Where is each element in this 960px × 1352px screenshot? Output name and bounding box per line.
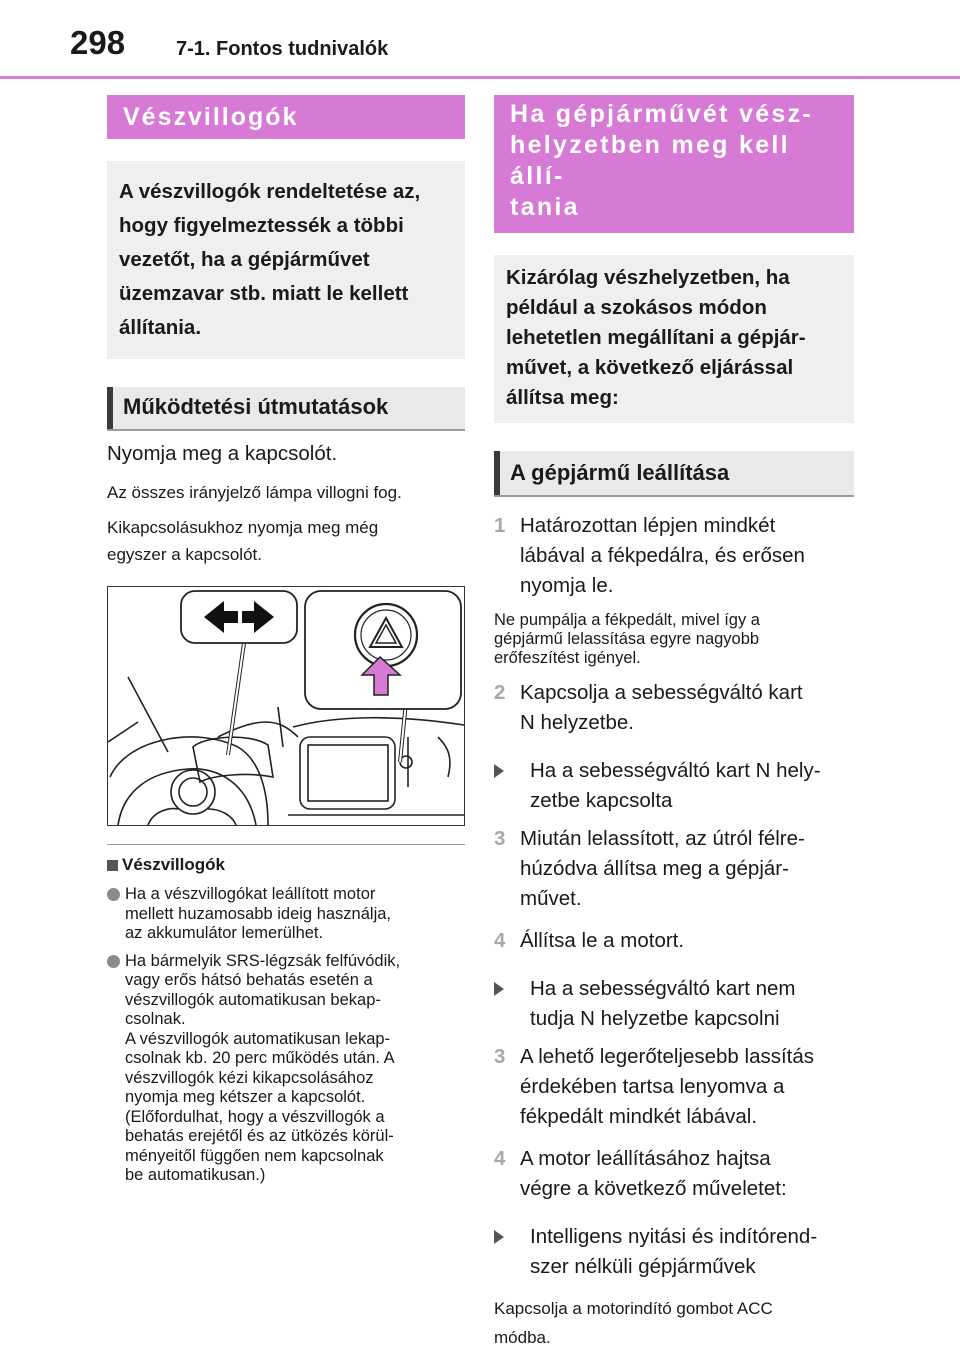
condition-line: Ha a sebességváltó kart N hely- [530, 759, 821, 782]
right-column [494, 95, 854, 1352]
operation-heading-text: Működtetési útmutatások [123, 394, 389, 419]
step-number: 4 [494, 929, 506, 952]
stop-heading-text: A gépjármű leállítása [510, 460, 730, 485]
step-line: Kapcsolja a sebességváltó kart [520, 681, 803, 704]
step-line: fékpedált mindkét lábával. [520, 1105, 758, 1128]
bullet-line: ményeitől függően nem kapcsolnak [125, 1146, 384, 1165]
condition-no-smart-entry [494, 1222, 854, 1282]
chapter-title: 7-1. Fontos tudnivalók [176, 38, 389, 60]
intro-line: üzemzavar stb. miatt le kellett [119, 282, 409, 305]
hazard-switch-illustration [107, 586, 465, 826]
note-bullet-battery [107, 885, 465, 944]
page-number: 298 [70, 24, 126, 61]
intro-line: állítania. [119, 316, 202, 339]
intro-line: például a szokásos módon [506, 296, 767, 319]
step-line: N helyzetbe. [520, 711, 634, 734]
intro-line: Kizárólag vészhelyzetben, ha [506, 266, 790, 289]
left-column [107, 95, 465, 1186]
bullet-line: vagy erős hátsó behatás esetén a [125, 971, 373, 989]
step-line: Határozottan lépjen mindkét [520, 514, 776, 537]
emergency-intro-box [494, 255, 854, 423]
bullet-line: az akkumulátor lemerülhet. [125, 924, 324, 942]
header-rule [0, 76, 960, 79]
square-bullet-icon [107, 860, 118, 871]
final-instruction [494, 1294, 854, 1352]
step-line: Miután lelassított, az útról félre- [520, 827, 805, 850]
step-line: végre a következő műveletet: [520, 1177, 787, 1200]
bullet-dot-icon [107, 888, 120, 901]
bullet-line: (Előfordulhat, hogy a vészvillogók a [125, 1107, 385, 1126]
step-4a [494, 926, 854, 956]
notes-divider [107, 844, 465, 845]
step-3b [494, 1042, 854, 1132]
step-4b [494, 1144, 854, 1204]
step-number: 4 [494, 1147, 506, 1170]
section-banner-hazard: Vészvillogók [107, 95, 465, 139]
heading-bar [494, 451, 500, 495]
bullet-line: be automatikusan.) [125, 1166, 266, 1184]
note-line: Ne pumpálja a fékpedált, mivel így a [494, 611, 760, 629]
step-number: 3 [494, 827, 506, 850]
step-line: érdekében tartsa lenyomva a [520, 1075, 785, 1098]
banner-line: Ha gépjárművét vész- [510, 100, 814, 128]
step-line: Állítsa le a motort. [520, 929, 685, 952]
final-line: módba. [494, 1328, 551, 1347]
condition-line: Intelligens nyitási és indítórend- [530, 1225, 818, 1248]
step-number: 1 [494, 514, 506, 537]
bullet-line: Ha bármelyik SRS-légzsák felfúvódik, [125, 951, 401, 970]
condition-line: tudja N helyzetbe kapcsolni [530, 1007, 780, 1030]
bullet-line: csolnak. [125, 1010, 186, 1028]
notes-heading-text: Vészvillogók [122, 855, 225, 874]
condition-line: zetbe kapcsolta [530, 789, 673, 812]
step-line: lábával a fékpedálra, és erősen [520, 544, 805, 567]
bullet-line: A vészvillogók automatikusan lekap- [125, 1029, 391, 1048]
step-line: A lehető legerőteljesebb lassítás [520, 1045, 815, 1068]
step-2 [494, 678, 854, 738]
triangle-bullet-icon [494, 764, 514, 778]
triangle-bullet-icon [494, 1230, 514, 1244]
bullet-line: Ha a vészvillogókat leállított motor [125, 885, 376, 903]
note-bullet-airbag [107, 952, 465, 1186]
operation-heading [107, 387, 465, 431]
step-1-note [494, 611, 854, 668]
intro-line: A vészvillogók rendeltetése az, [119, 180, 421, 203]
condition-n-engaged [494, 756, 854, 816]
final-line: Kapcsolja a motorindító gombot ACC [494, 1299, 773, 1318]
off-line: Kikapcsolásukhoz nyomja meg még [107, 518, 379, 537]
stop-heading [494, 451, 854, 497]
triangle-bullet-icon [494, 982, 514, 996]
bullet-line: nyomja meg kétszer a kapcsolót. [125, 1088, 366, 1106]
note-line: erőfeszítést igényel. [494, 649, 641, 667]
intro-line: művet, a következő eljárással [506, 356, 794, 379]
step-number: 3 [494, 1045, 506, 1068]
banner-line: tania [510, 193, 580, 221]
bullet-line: mellett huzamosabb ideig használja, [125, 904, 391, 923]
instruction-text: Nyomja meg a kapcsolót. [107, 442, 338, 465]
condition-line: Ha a sebességváltó kart nem [530, 977, 796, 1000]
step-1 [494, 511, 854, 601]
heading-bar [107, 387, 113, 429]
intro-line: vezetőt, ha a gépjárművet [119, 248, 370, 271]
intro-box [107, 161, 465, 359]
banner-line: helyzetben meg kell állí- [510, 131, 790, 190]
bullet-line: csolnak kb. 20 perc működés után. A [125, 1049, 395, 1067]
bullet-line: behatás erejétől és az ütközés körül- [125, 1127, 394, 1145]
page-header [0, 0, 960, 80]
section-banner-emergency [494, 95, 854, 233]
condition-n-not-possible [494, 974, 854, 1034]
off-line: egyszer a kapcsolót. [107, 545, 262, 564]
intro-line: hogy figyelmeztessék a többi [119, 214, 404, 237]
step-line: A motor leállításához hajtsa [520, 1147, 771, 1170]
bullet-line: vészvillogók automatikusan bekap- [125, 990, 381, 1009]
result-text: Az összes irányjelző lámpa villogni fog. [107, 483, 402, 502]
condition-line: szer nélküli gépjárművek [530, 1255, 756, 1278]
bullet-line: vészvillogók kézi kikapcsolásához [125, 1068, 374, 1087]
step-line: művet. [520, 887, 582, 910]
intro-line: lehetetlen megállítani a gépjár- [506, 326, 806, 349]
note-line: gépjármű lelassítása egyre nagyobb [494, 630, 760, 648]
dashboard-drawing [108, 587, 464, 825]
intro-line: állítsa meg: [506, 386, 619, 409]
bullet-dot-icon [107, 955, 120, 968]
step-line: húzódva állítsa meg a gépjár- [520, 857, 789, 880]
step-line: nyomja le. [520, 574, 614, 597]
step-3a [494, 824, 854, 914]
notes-heading [107, 855, 465, 875]
step-number: 2 [494, 681, 506, 704]
